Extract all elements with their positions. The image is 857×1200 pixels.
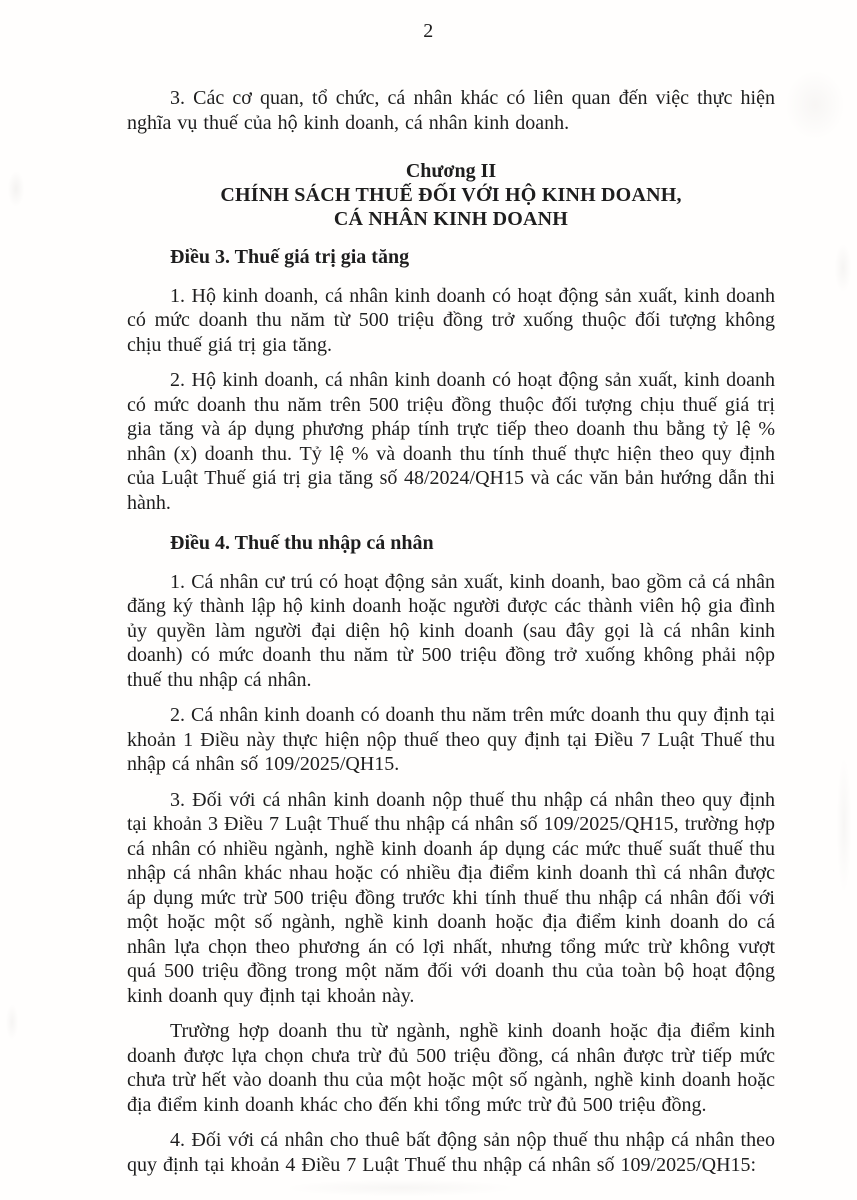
chapter-label: Chương II [405,160,497,182]
article-4-paragraph-5: 4. Đối với cá nhân cho thuê bất động sản nộp thuế thu nhập cá nhân theo quy định tại khoản 4 Điều 7 Luật Thuế thu nhập cá nhân số 109/2025/QH15: [127,1129,775,1176]
scan-artifact [835,245,851,291]
article-3-heading: Điều 3. Thuế giá trị gia tăng [170,246,410,268]
document-content [127,86,775,1188]
article-4-paragraph-4: Trường hợp doanh thu từ ngành, nghề kinh doanh hoặc địa điểm kinh doanh được lựa chọn chưa trừ đủ 500 triệu đồng, cá nhân được trừ tiếp mức chưa trừ hết vào doanh thu của một hoặc một số ngành, nghề kinh doanh hoặc địa điểm kinh doanh khác cho đến khi tổng mức trừ đủ 500 triệu đồng. [127,1020,775,1116]
article-4-heading: Điều 4. Thuế thu nhập cá nhân [170,532,434,554]
article-4-paragraph-2: 2. Cá nhân kinh doanh có doanh thu năm trên mức doanh thu quy định tại khoản 1 Điều này thực hiện nộp thuế theo quy định tại Điều 7 Luật Thuế thu nhập cá nhân số 109/2025/QH15. [127,704,775,775]
scan-artifact [785,70,845,140]
scan-artifact [6,1005,18,1039]
scan-artifact [8,172,24,206]
chapter-title-line2: CÁ NHÂN KINH DOANH [333,208,569,230]
article-3-paragraph-2: 2. Hộ kinh doanh, cá nhân kinh doanh có hoạt động sản xuất, kinh doanh có mức doanh thu năm trên 500 triệu đồng thuộc đối tượng chịu thuế giá trị gia tăng và áp dụng phương pháp tính trực tiếp theo doanh thu bằng tỷ lệ % nhân (x) doanh thu. Tỷ lệ % và doanh thu tính thuế thực hiện theo quy định của Luật Thuế giá trị gia tăng số 48/2024/QH15 và các văn bản hướng dẫn thi hành. [127,369,775,514]
lead-paragraph: 3. Các cơ quan, tổ chức, cá nhân khác có liên quan đến việc thực hiện nghĩa vụ thuế của hộ kinh doanh, cá nhân kinh doanh. [127,87,775,134]
page-number: 2 [423,20,434,42]
article-3-paragraph-1: 1. Hộ kinh doanh, cá nhân kinh doanh có hoạt động sản xuất, kinh doanh có mức doanh thu năm từ 500 triệu đồng trở xuống thuộc đối tượng không chịu thuế giá trị gia tăng. [127,284,775,356]
chapter-title-line1: CHÍNH SÁCH THUẾ ĐỐI VỚI HỘ KINH DOANH, [220,184,682,206]
scan-artifact [837,760,851,890]
article-4-paragraph-3: 3. Đối với cá nhân kinh doanh nộp thuế thu nhập cá nhân theo quy định tại khoản 3 Điều 7 Luật Thuế thu nhập cá nhân số 109/2025/QH15, trường hợp cá nhân có nhiều ngành, nghề kinh doanh áp dụng các mức thuế suất thuế thu nhập cá nhân khác nhau hoặc có nhiều địa điểm kinh doanh thì cá nhân được áp dụng mức trừ 500 triệu đồng trước khi tính thuế thu nhập cá nhân đối với một hoặc một số ngành, nghề kinh doanh hoặc địa điểm kinh doanh do cá nhân lựa chọn theo phương án có lợi nhất, nhưng tổng mức trừ không vượt quá 500 triệu đồng trong một năm đối với doanh thu của toàn bộ hoạt động kinh doanh quy định tại khoản này. [127,788,775,1007]
chapter-heading [127,159,775,231]
article-4-paragraph-1: 1. Cá nhân cư trú có hoạt động sản xuất, kinh doanh, bao gồm cả cá nhân đăng ký thành lập hộ kinh doanh hoặc người được các thành viên hộ gia đình ủy quyền làm người đại diện hộ kinh doanh (sau đây gọi là cá nhân kinh doanh) có mức doanh thu năm từ 500 triệu đồng trở xuống không phải nộp thuế thu nhập cá nhân. [127,570,775,691]
